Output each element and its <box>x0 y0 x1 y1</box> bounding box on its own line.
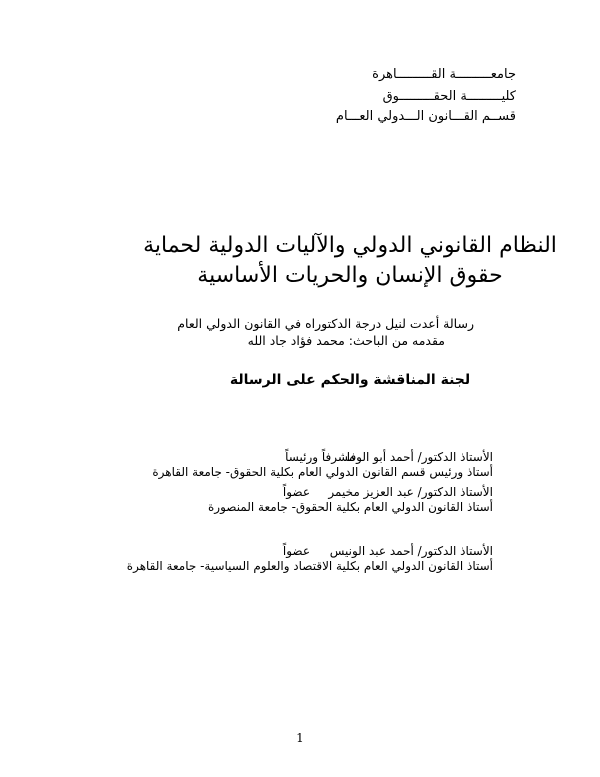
faculty-name: كليـــــــــة الحقـــــــــوق <box>382 89 516 104</box>
department-name: قســم القـــانون الـــدولي العـــام <box>335 109 516 124</box>
thesis-title-line-2: حقوق الإنسان والحريات الأساسية <box>197 263 503 288</box>
committee-heading: لجنة المناقشة والحكم على الرسالة <box>229 372 471 388</box>
member-position: أستاذ ورئيس قسم القانون الدولي العام بكلية الحقوق- جامعة القاهرة <box>152 465 493 479</box>
page-number: 1 <box>296 731 304 745</box>
thesis-title-line-1: النظام القانوني الدولي والآليات الدولية لحماية <box>143 233 557 258</box>
member-position: أستاذ القانون الدولي العام بكلية الحقوق- جامعة المنصورة <box>208 500 493 514</box>
member-position: أستاذ القانون الدولي العام بكلية الاقتصاد والعلوم السياسية- جامعة القاهرة <box>126 559 493 573</box>
thesis-presenter: مقدمه من الباحث: محمد فؤاد جاد الله <box>247 333 445 348</box>
member-role: عضواً <box>282 544 310 558</box>
member-role: مشرفاً ورئيساً <box>285 450 355 464</box>
member-role: عضواً <box>282 485 310 499</box>
university-name: جامعـــــــــة القـــــــــاهرة <box>372 67 516 82</box>
member-name: الأستاذ الدكتور/ أحمد عبد الونيس <box>329 544 493 558</box>
thesis-purpose: رسالة أعدت لنيل درجة الدكتوراه في القانون الدولي العام <box>177 316 474 331</box>
member-name: الأستاذ الدكتور/ أحمد أبو الوفا <box>346 450 493 464</box>
member-name: الأستاذ الدكتور/ عبد العزيز مخيمر <box>328 485 493 499</box>
